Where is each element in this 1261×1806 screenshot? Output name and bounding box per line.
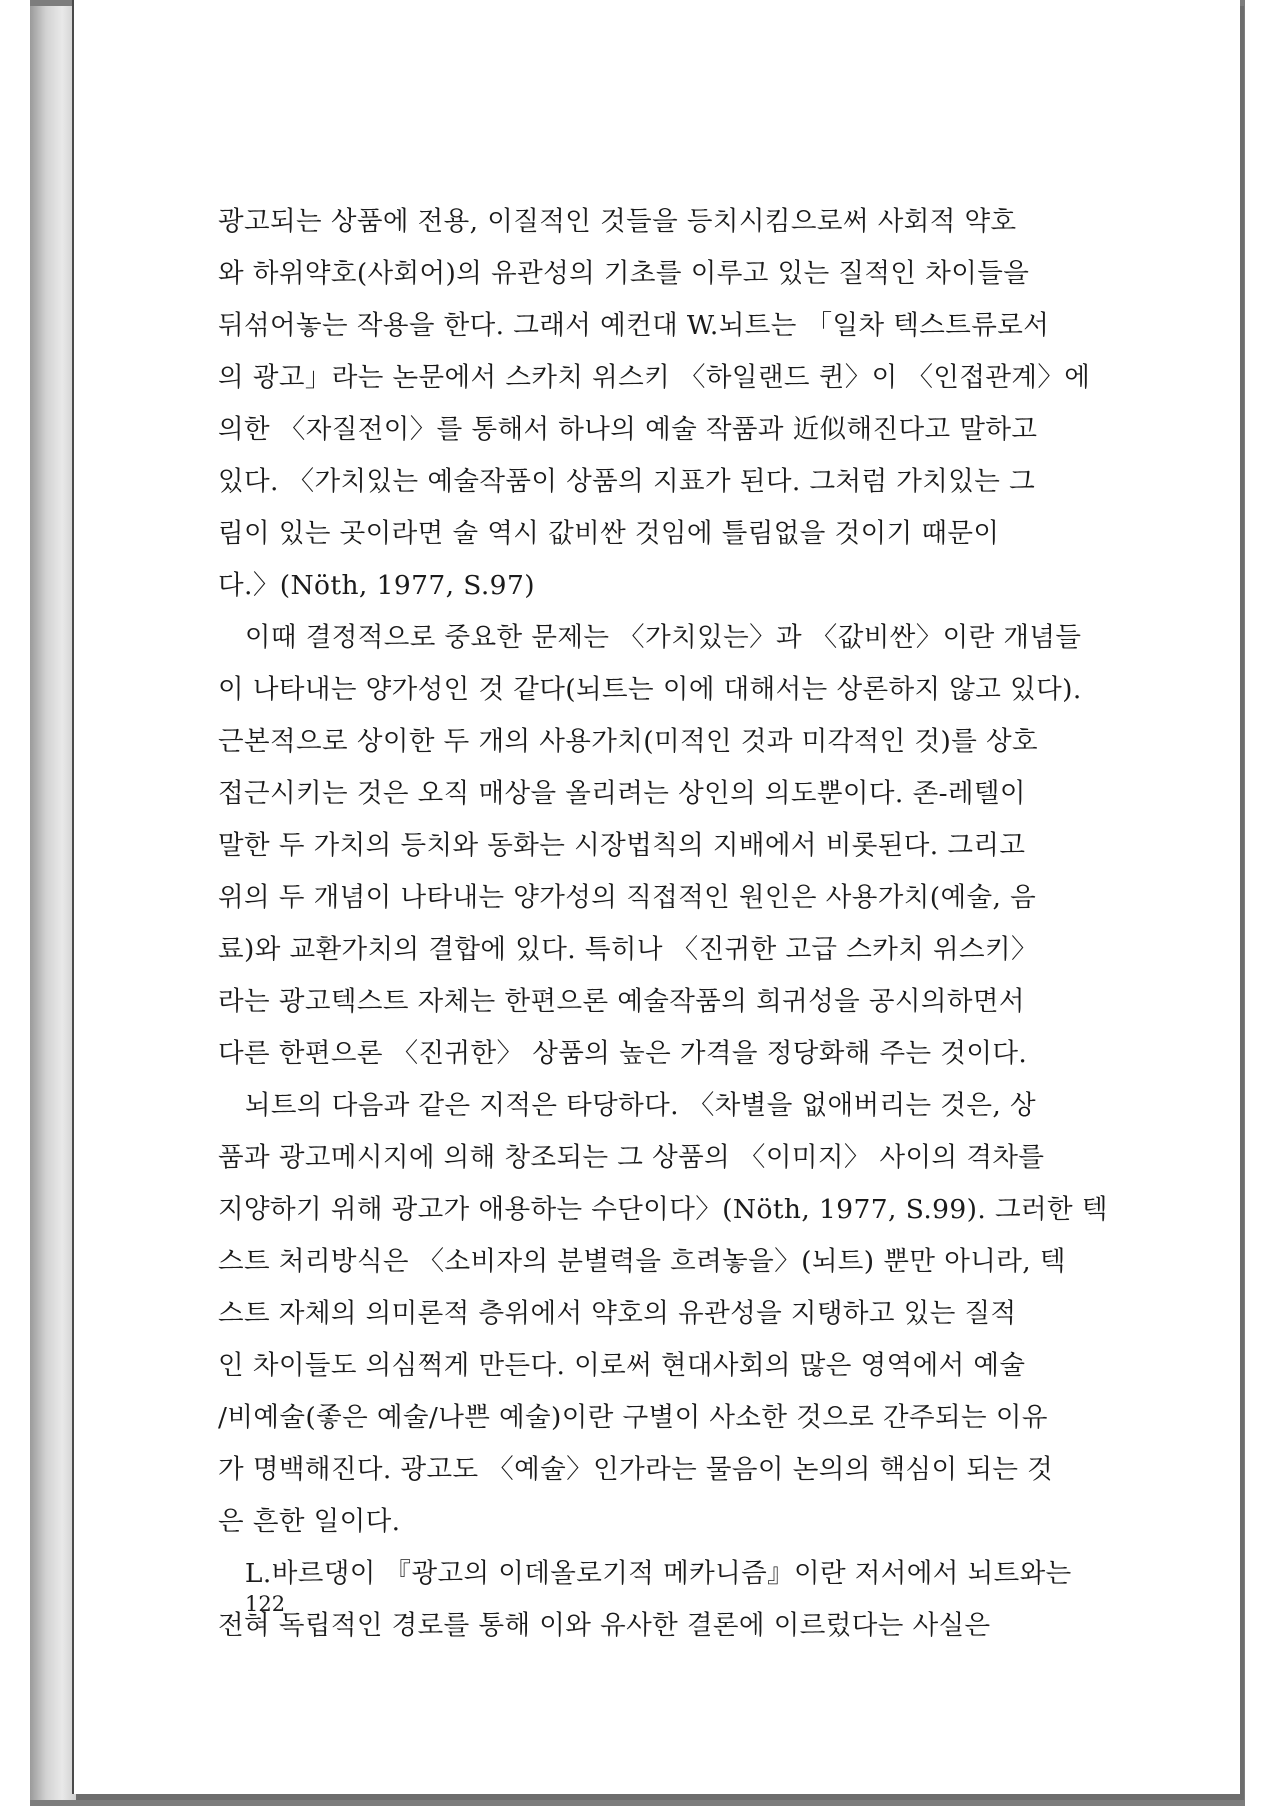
text-line: 뒤섞어놓는 작용을 한다. 그래서 예컨대 W.뇌트는 「일차 텍스트류로서 xyxy=(218,310,1050,341)
book-page xyxy=(72,0,1240,1794)
text-line: L.바르댕이 『광고의 이데올로기적 메카니즘』이란 저서에서 뇌트와는 xyxy=(218,1558,1072,1589)
text-line: 있다. 〈가치있는 예술작품이 상품의 지표가 된다. 그처럼 가치있는 그 xyxy=(218,466,1036,497)
text-line: 스트 처리방식은 〈소비자의 분별력을 흐려놓을〉(뇌트) 뿐만 아니라, 텍 xyxy=(218,1246,1066,1277)
text-line: 와 하위약호(사회어)의 유관성의 기초를 이루고 있는 질적인 차이들을 xyxy=(218,258,1030,289)
page-number: 122 xyxy=(245,1592,286,1616)
text-line: 전혀 독립적인 경로를 통해 이와 유사한 결론에 이르렀다는 사실은 xyxy=(218,1610,991,1641)
text-line: 접근시키는 것은 오직 매상을 올리려는 상인의 의도뿐이다. 존-레텔이 xyxy=(218,778,1026,809)
text-line: 근본적으로 상이한 두 개의 사용가치(미적인 것과 미각적인 것)를 상호 xyxy=(218,726,1039,757)
text-line: 라는 광고텍스트 자체는 한편으론 예술작품의 희귀성을 공시의하면서 xyxy=(218,986,1025,1017)
text-line: 스트 자체의 의미론적 층위에서 약호의 유관성을 지탱하고 있는 질적 xyxy=(218,1298,1017,1329)
text-line: 위의 두 개념이 나타내는 양가성의 직접적인 원인은 사용가치(예술, 음 xyxy=(218,882,1037,913)
text-line: 료)와 교환가치의 결합에 있다. 특히나 〈진귀한 고급 스카치 위스키〉 xyxy=(218,934,1038,965)
text-line: 다.〉(Nöth, 1977, S.97) xyxy=(218,570,535,601)
text-line: /비예술(좋은 예술/나쁜 예술)이란 구별이 사소한 것으로 간주되는 이유 xyxy=(218,1402,1048,1433)
text-line: 은 흔한 일이다. xyxy=(218,1506,401,1537)
text-line: 말한 두 가치의 등치와 동화는 시장법칙의 지배에서 비롯된다. 그리고 xyxy=(218,830,1026,861)
text-line: 림이 있는 곳이라면 술 역시 값비싼 것임에 틀림없을 것이기 때문이 xyxy=(218,518,1000,549)
text-line: 품과 광고메시지에 의해 창조되는 그 상품의 〈이미지〉 사이의 격차를 xyxy=(218,1142,1045,1173)
page-body-text xyxy=(218,196,1188,1652)
book-page-edges xyxy=(30,6,76,1800)
text-line: 지양하기 위해 광고가 애용하는 수단이다〉(Nöth, 1977, S.99). 그러한 텍 xyxy=(218,1194,1108,1225)
text-line: 의 광고」라는 논문에서 스카치 위스키 〈하일랜드 퀸〉이 〈인접관계〉에 xyxy=(218,362,1091,393)
text-line: 이때 결정적으로 중요한 문제는 〈가치있는〉과 〈값비싼〉이란 개념들 xyxy=(218,622,1082,653)
text-line: 다른 한편으론 〈진귀한〉 상품의 높은 가격을 정당화해 주는 것이다. xyxy=(218,1038,1028,1069)
text-line: 이 나타내는 양가성인 것 같다(뇌트는 이에 대해서는 상론하지 않고 있다). xyxy=(218,674,1082,705)
text-line: 광고되는 상품에 전용, 이질적인 것들을 등치시킴으로써 사회적 약호 xyxy=(218,206,1017,237)
text-line: 인 차이들도 의심쩍게 만든다. 이로써 현대사회의 많은 영역에서 예술 xyxy=(218,1350,1026,1381)
text-line: 의한 〈자질전이〉를 통해서 하나의 예술 작품과 近似해진다고 말하고 xyxy=(218,414,1038,445)
text-line: 가 명백해진다. 광고도 〈예술〉인가라는 물음이 논의의 핵심이 되는 것 xyxy=(218,1454,1054,1485)
text-line: 뇌트의 다음과 같은 지적은 타당하다. 〈차별을 없애버리는 것은, 상 xyxy=(218,1090,1037,1121)
